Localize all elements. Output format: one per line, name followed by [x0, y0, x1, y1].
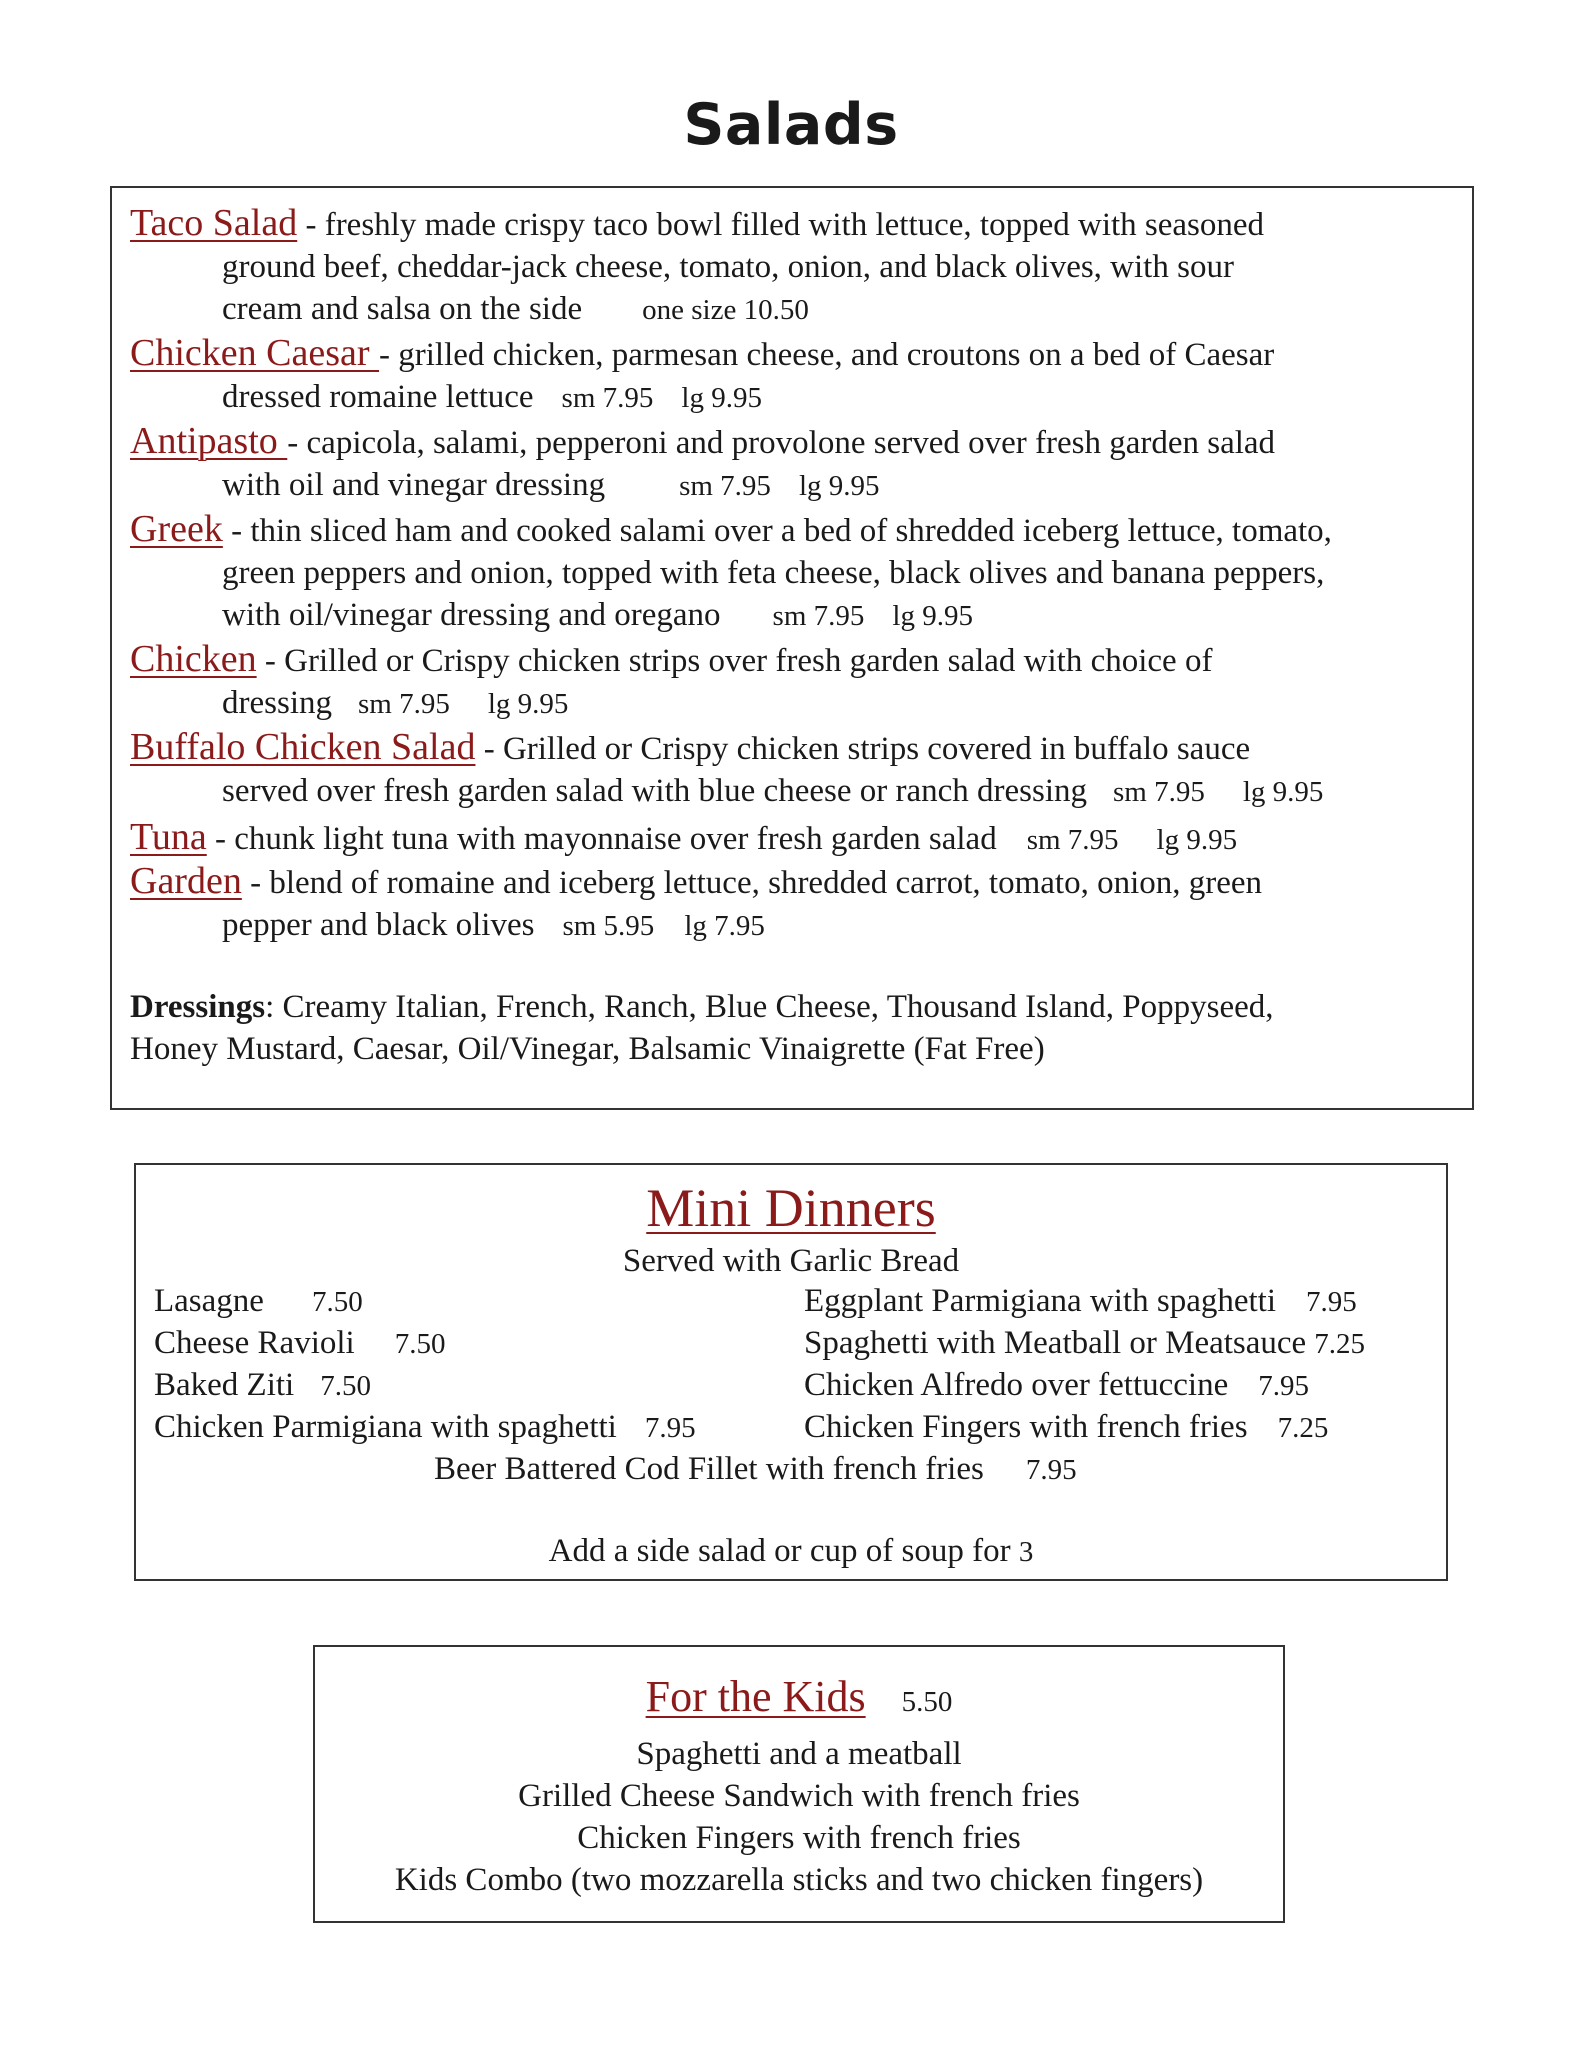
salad-desc-cont: dressed romaine lettuce sm 7.95 lg 9.95 — [222, 379, 762, 415]
salad-desc: - Grilled or Crispy chicken strips over fresh garden salad with choice of — [256, 643, 1213, 679]
salad-name: Chicken — [130, 638, 257, 680]
salad-desc-cont: green peppers and onion, topped with feta cheese, black olives and banana peppers, — [222, 555, 1325, 591]
kids-item: Kids Combo (two mozzarella sticks and two chicken fingers) — [394, 1862, 1204, 1898]
dish-price: 7.25 — [1314, 1328, 1365, 1360]
kids-item: Chicken Fingers with french fries — [577, 1820, 1021, 1856]
salad-price: one size 10.50 — [642, 294, 809, 326]
salad-price-lg: lg 9.95 — [1156, 824, 1238, 856]
dish-item: Eggplant Parmigiana with spaghetti 7.95 — [804, 1283, 1357, 1319]
dish-price: 7.95 — [644, 1412, 696, 1444]
salad-price-sm: sm 5.95 — [562, 910, 655, 942]
salad-name: Antipasto — [130, 420, 288, 462]
salad-desc-cont: dressing sm 7.95 lg 9.95 — [222, 685, 569, 721]
kids-header — [315, 1671, 1283, 1722]
dish-price: 7.95 — [1258, 1370, 1309, 1402]
salad-desc-cont: with oil and vinegar dressing sm 7.95 lg 9.95 — [222, 467, 880, 503]
dish-price: 7.50 — [394, 1328, 446, 1360]
dressings-line: Honey Mustard, Caesar, Oil/Vinegar, Balsamic Vinaigrette (Fat Free) — [130, 1031, 1045, 1067]
salad-item-greek — [130, 508, 1460, 637]
salad-item-chicken-caesar — [130, 332, 1460, 419]
salad-desc-cont: pepper and black olives sm 5.95 lg 7.95 — [222, 907, 765, 943]
salad-desc-cont: cream and salsa on the side one size 10.50 — [222, 291, 809, 327]
salad-price-sm: sm 7.95 — [679, 470, 771, 502]
dish-price: 7.95 — [1306, 1286, 1357, 1318]
salad-name: Chicken Caesar — [130, 332, 380, 374]
dish-item: Beer Battered Cod Fillet with french fries 7.95 — [434, 1451, 1077, 1487]
dish-price: 7.95 — [1025, 1454, 1077, 1486]
salad-price-sm: sm 7.95 — [1026, 824, 1119, 856]
dressings-list — [130, 986, 1460, 1070]
salad-price-lg: lg 9.95 — [487, 688, 569, 720]
mini-dinners-footer: Add a side salad or cup of soup for 3 — [548, 1533, 1034, 1569]
salad-desc: - grilled chicken, parmesan cheese, and croutons on a bed of Caesar — [379, 337, 1275, 373]
salad-price-lg: lg 9.95 — [892, 600, 973, 632]
salad-price-sm: sm 7.95 — [1113, 776, 1205, 808]
mini-dinners-title: Mini Dinners — [646, 1178, 936, 1238]
mini-dinners-subtitle: Served with Garlic Bread — [622, 1243, 960, 1279]
kids-price: 5.50 — [901, 1686, 953, 1718]
salad-name: Greek — [130, 508, 223, 550]
salad-name: Tuna — [130, 816, 207, 858]
salads-section — [110, 186, 1474, 1110]
salad-desc: - capicola, salami, pepperoni and provolone served over fresh garden salad — [287, 425, 1276, 461]
salad-item-garden — [130, 860, 1460, 947]
page-title: Salads — [683, 92, 899, 158]
dish-item: Spaghetti with Meatball or Meatsauce 7.25 — [804, 1325, 1365, 1361]
salad-desc: - chunk light tuna with mayonnaise over fresh garden salad — [206, 821, 997, 857]
side-price: 3 — [1018, 1536, 1034, 1568]
salad-desc-cont: served over fresh garden salad with blue cheese or ranch dressing sm 7.95 lg 9.95 — [222, 773, 1324, 809]
salad-name: Taco Salad — [130, 202, 298, 244]
kids-title: For the Kids — [645, 1672, 866, 1721]
kids-item: Grilled Cheese Sandwich with french fries — [518, 1778, 1080, 1814]
salad-price-lg: lg 9.95 — [681, 382, 762, 414]
salad-item-buffalo-chicken — [130, 726, 1460, 813]
salad-name: Buffalo Chicken Salad — [130, 726, 476, 768]
dish-item: Baked Ziti 7.50 — [154, 1367, 371, 1403]
dish-item: Chicken Fingers with french fries 7.25 — [804, 1409, 1329, 1445]
salad-desc: - freshly made crispy taco bowl filled with lettuce, topped with seasoned — [297, 207, 1265, 243]
dressings-line: : Creamy Italian, French, Ranch, Blue Cheese, Thousand Island, Poppyseed, — [265, 989, 1274, 1025]
salad-price-lg: lg 7.95 — [684, 910, 765, 942]
dish-item: Chicken Parmigiana with spaghetti 7.95 — [154, 1409, 696, 1445]
dish-item: Lasagne 7.50 — [154, 1283, 363, 1319]
salad-price-sm: sm 7.95 — [772, 600, 865, 632]
salad-name: Garden — [130, 860, 242, 902]
salad-item-antipasto — [130, 420, 1460, 507]
salad-price-sm: sm 7.95 — [561, 382, 654, 414]
mini-dinners-section — [134, 1163, 1448, 1581]
salad-item-taco — [130, 202, 1460, 331]
salad-desc-cont: with oil/vinegar dressing and oregano sm 7.95 lg 9.95 — [222, 597, 973, 633]
salad-price-lg: lg 9.95 — [798, 470, 880, 502]
salad-item-chicken — [130, 638, 1460, 725]
salad-desc: - blend of romaine and iceberg lettuce, shredded carrot, tomato, onion, green — [241, 865, 1263, 901]
kids-section — [313, 1645, 1285, 1923]
dish-price: 7.50 — [311, 1286, 363, 1318]
dish-price: 7.50 — [320, 1370, 371, 1402]
salad-price-sm: sm 7.95 — [358, 688, 450, 720]
dressings-label: Dressings — [130, 989, 266, 1025]
salad-price-lg: lg 9.95 — [1242, 776, 1324, 808]
dish-price: 7.25 — [1277, 1412, 1329, 1444]
dish-item: Chicken Alfredo over fettuccine 7.95 — [804, 1367, 1309, 1403]
dish-item: Cheese Ravioli 7.50 — [154, 1325, 446, 1361]
salad-desc: - Grilled or Crispy chicken strips covered in buffalo sauce — [475, 731, 1251, 767]
salad-item-tuna — [130, 816, 1460, 861]
kids-item: Spaghetti and a meatball — [636, 1736, 962, 1772]
salad-desc: - thin sliced ham and cooked salami over a bed of shredded iceberg lettuce, tomato, — [222, 513, 1332, 549]
salad-desc-cont: ground beef, cheddar-jack cheese, tomato, onion, and black olives, with sour — [222, 249, 1234, 285]
